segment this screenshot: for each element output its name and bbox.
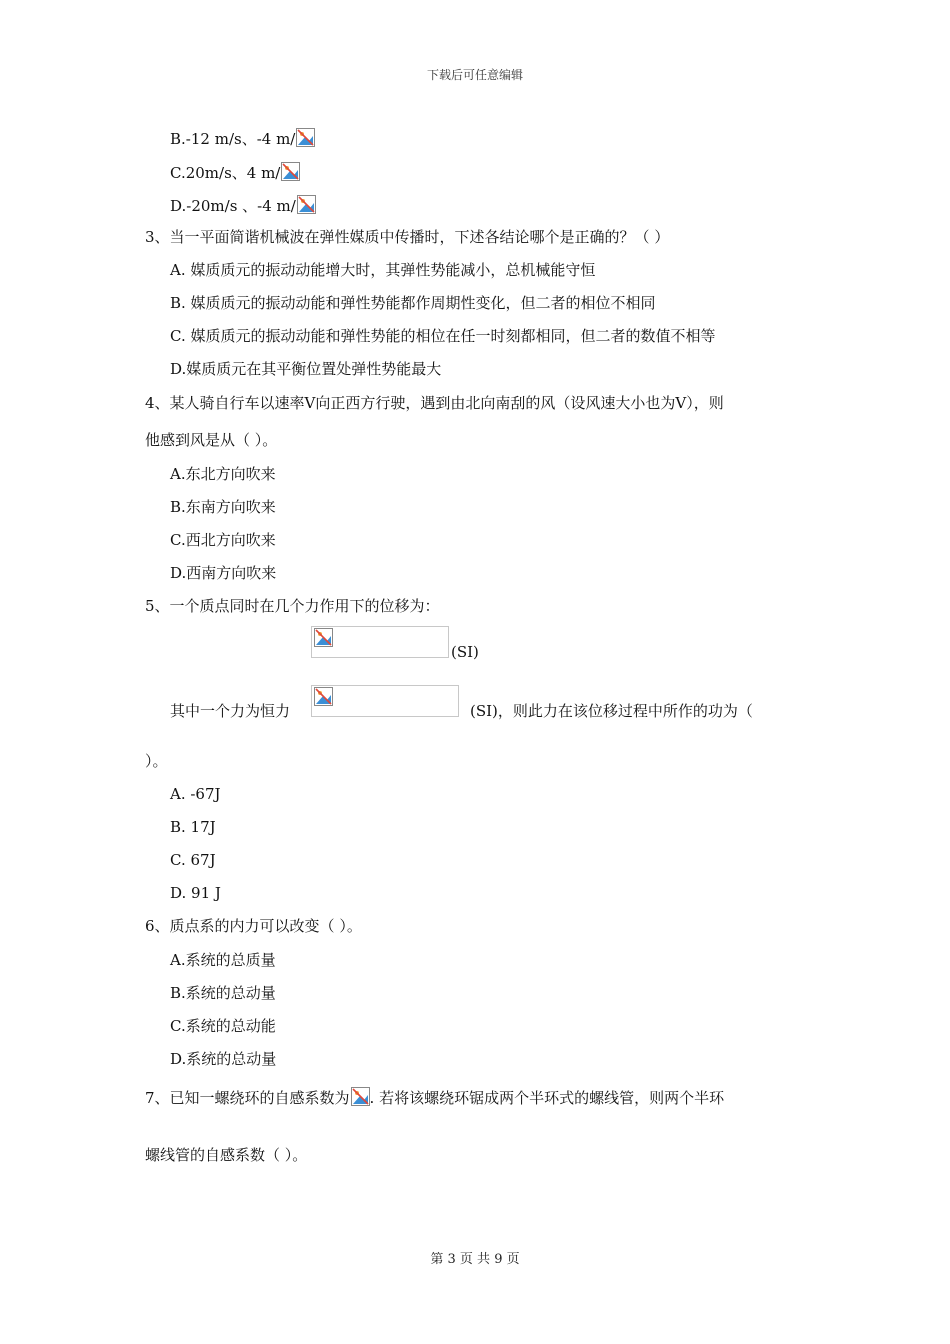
- option-b: B.-12 m/s、-4 m/: [170, 128, 315, 149]
- question-4-continued: 他感到风是从（ ）。: [145, 431, 278, 449]
- option-b: B.东南方向吹来: [170, 498, 276, 516]
- option-b: B. 17J: [170, 818, 216, 836]
- formula-image-placeholder: [311, 626, 449, 658]
- broken-image-icon: [351, 1087, 370, 1106]
- question-5-force-text: 其中一个力为恒力: [170, 702, 291, 720]
- option-b: B.系统的总动量: [170, 984, 276, 1002]
- broken-image-icon: [297, 195, 316, 214]
- option-c: C.20m/s、4 m/: [170, 162, 300, 183]
- option-a: A.系统的总质量: [170, 951, 276, 969]
- question-5-work-text: (SI)，则此力在该位移过程中所作的功为（: [470, 702, 753, 720]
- si-unit-label: (SI): [451, 643, 479, 661]
- option-c: C. 67J: [170, 851, 216, 869]
- option-c: C.西北方向吹来: [170, 531, 276, 549]
- question-3: 3、当一平面简谐机械波在弹性媒质中传播时，下述各结论哪个是正确的？（ ）: [145, 228, 670, 246]
- question-4: 4、某人骑自行车以速率V向正西方行驶，遇到由北向南刮的风（设风速大小也为V），则: [145, 394, 724, 412]
- broken-image-icon: [314, 687, 333, 706]
- option-d: D. 91 J: [170, 884, 221, 902]
- question-5-continued: ）。: [145, 752, 168, 770]
- question-7-continued: 螺线管的自感系数（ ）。: [145, 1146, 308, 1164]
- broken-image-icon: [314, 628, 333, 647]
- option-d: D.媒质质元在其平衡位置处弹性势能最大: [170, 360, 442, 378]
- broken-image-icon: [281, 162, 300, 181]
- option-d: D.西南方向吹来: [170, 564, 277, 582]
- page-header: 下载后可任意编辑: [426, 68, 523, 82]
- page-footer: 第 3 页 共 9 页: [430, 1252, 520, 1267]
- question-5: 5、一个质点同时在几个力作用下的位移为：: [145, 597, 440, 615]
- option-d: D.系统的总动量: [170, 1050, 277, 1068]
- question-6: 6、质点系的内力可以改变（ ）。: [145, 917, 362, 935]
- option-a: A. 媒质质元的振动动能增大时，其弹性势能减小，总机械能守恒: [170, 261, 596, 279]
- option-a: A. -67J: [170, 785, 221, 803]
- option-d: D.-20m/s 、-4 m/: [170, 195, 316, 216]
- option-c: C.系统的总动能: [170, 1017, 276, 1035]
- option-c: C. 媒质质元的振动动能和弹性势能的相位在任一时刻都相同，但二者的数值不相等: [170, 327, 716, 345]
- option-a: A.东北方向吹来: [170, 465, 276, 483]
- broken-image-icon: [296, 128, 315, 147]
- formula-image-placeholder: [311, 685, 459, 717]
- option-b: B. 媒质质元的振动动能和弹性势能都作周期性变化，但二者的相位不相同: [170, 294, 656, 312]
- question-7: 7、已知一螺绕环的自感系数为 . 若将该螺绕环锯成两个半环式的螺线管，则两个半环: [145, 1089, 725, 1107]
